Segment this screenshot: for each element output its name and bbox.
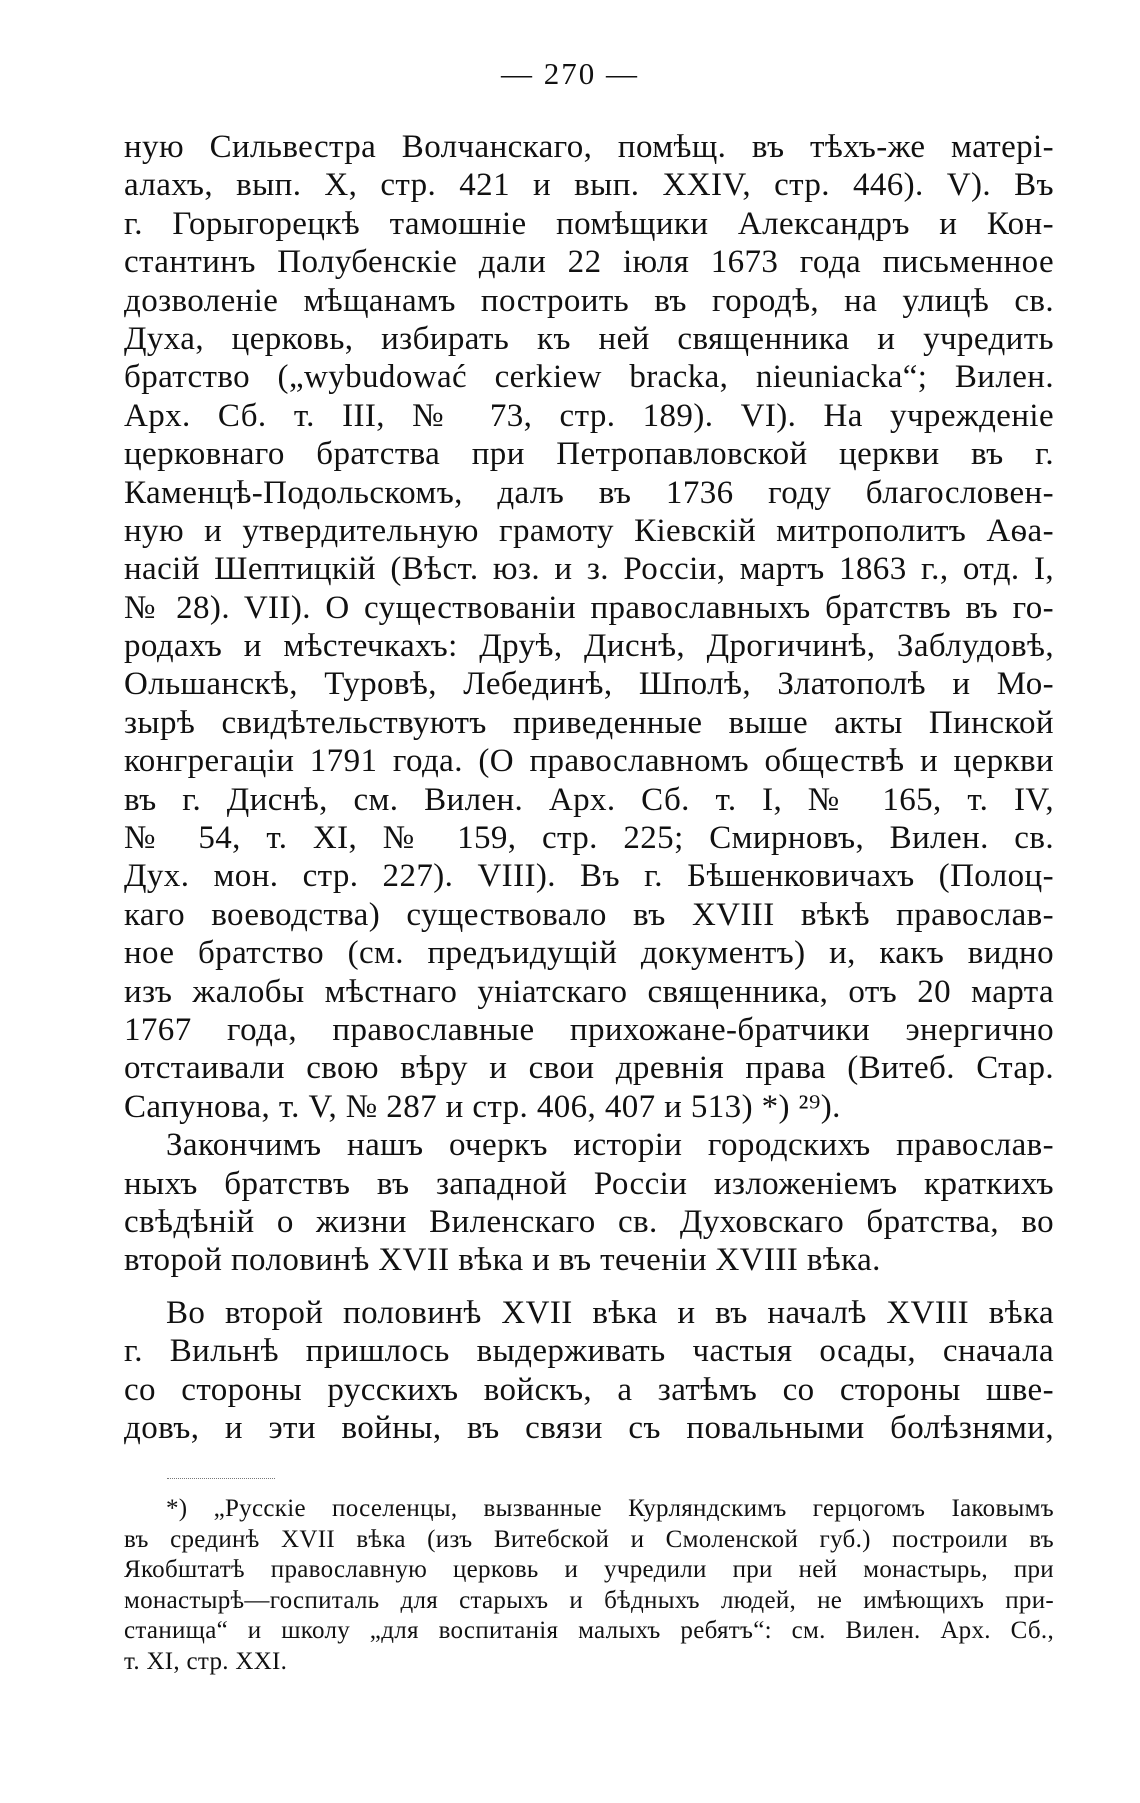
text-line: ную и утвердительную грамоту Кіевскій митрополитъ Аѳа- xyxy=(124,512,1054,549)
text-line: Закончимъ нашъ очеркъ исторіи городскихъ православ- xyxy=(166,1127,1054,1164)
footnote-line: *) „Русскіе поселенцы, вызванные Курляндскимъ герцогомъ Іаковымъ xyxy=(166,1495,1054,1522)
footnote xyxy=(124,1494,1054,1678)
text-line: ную Сильвестра Волчанскаго, помѣщ. въ тѣхъ-же матері- xyxy=(124,129,1054,165)
footnote-line: т. XI, стр. XXI. xyxy=(124,1647,288,1675)
footnote-separator xyxy=(167,1478,275,1479)
text-line: Дух. мон. стр. 227). VIII). Въ г. Бѣшенковичахъ (Полоц- xyxy=(124,858,1054,895)
text-line: отстаивали свою вѣру и свои древнія права (Витеб. Стар. xyxy=(124,1050,1054,1087)
text-line: алахъ, вып. X, стр. 421 и вып. XXIV, стр. 446). V). Въ xyxy=(124,167,1054,204)
text-line: въ г. Диснѣ, см. Вилен. Арх. Сб. т. I, № 165, т. IV, xyxy=(124,781,1054,818)
text-line: зырѣ свидѣтельствуютъ приведенные выше акты Пинской xyxy=(124,704,1054,741)
page-number: — 270 — xyxy=(501,56,639,91)
text-line: стантинъ Полубенскіе дали 22 іюля 1673 года письменное xyxy=(124,244,1054,281)
text-line: ное братство (см. предъидущій документъ) и, какъ видно xyxy=(124,935,1054,972)
text-line: изъ жалобы мѣстнаго уніатскаго священника, отъ 20 марта xyxy=(124,973,1054,1010)
footnote-line: станища“ и школу „для воспитанія малыхъ ребятъ“: см. Вилен. Арх. Сб., xyxy=(124,1617,1054,1645)
text-line: насій Шептицкій (Вѣст. юз. и з. Россіи, мартъ 1863 г., отд. I, xyxy=(124,551,1054,588)
text-line: Сапунова, т. V, № 287 и стр. 406, 407 и 513) *) ²⁹). xyxy=(124,1088,841,1125)
text-line: дозволеніе мѣщанамъ построить въ городѣ, на улицѣ св. xyxy=(124,282,1054,319)
footnote-line: Якобштатѣ православную церковь и учредили при ней монастырь, при xyxy=(124,1556,1054,1584)
text-line: со стороны русскихъ войскъ, а затѣмъ со стороны шве- xyxy=(124,1371,1054,1408)
text-line: Каменцѣ-Подольскомъ, далъ въ 1736 году благословен- xyxy=(124,474,1054,511)
text-line: г. Вильнѣ пришлось выдерживать частыя осады, сначала xyxy=(124,1333,1054,1370)
text-line: церковнаго братства при Петропавловской церкви въ г. xyxy=(124,436,1054,473)
text-line: № 28). VII). О существованіи православныхъ братствъ въ го- xyxy=(124,589,1054,626)
footnote-line: въ срединѣ XVII вѣка (изъ Витебской и Смоленской губ.) построили въ xyxy=(124,1525,1054,1553)
text-line: родахъ и мѣстечкахъ: Друѣ, Диснѣ, Дрогичинѣ, Заблудовѣ, xyxy=(124,628,1054,665)
text-line: братство („wybudować cerkiew bracka, nieuniacka“; Вилен. xyxy=(124,359,1054,396)
footnote-line: монастырѣ—госпиталь для старыхъ и бѣдныхъ людей, не имѣющихъ при- xyxy=(124,1586,1054,1614)
text-line: Арх. Сб. т. III, № 73, стр. 189). VI). На учрежденіе xyxy=(124,397,1054,434)
text-line: довъ, и эти войны, въ связи съ повальными болѣзнями, xyxy=(124,1409,1054,1446)
text-line: каго воеводства) существовало въ XVIII вѣкѣ православ- xyxy=(124,896,1055,933)
text-line: Ольшанскѣ, Туровѣ, Лебединѣ, Шполѣ, Златополѣ и Мо- xyxy=(124,666,1054,703)
text-line: Духа, церковь, избирать къ ней священника и учредить xyxy=(124,320,1054,357)
text-line: свѣдѣній о жизни Виленскаго св. Духовскаго братства, во xyxy=(124,1203,1054,1240)
text-line: Во второй половинѣ XVII вѣка и въ началѣ XVIII вѣка xyxy=(166,1294,1054,1331)
main-text xyxy=(124,128,1054,1447)
text-line: г. Горыгорецкѣ тамошніе помѣщики Александръ и Кон- xyxy=(124,205,1054,242)
text-line: ныхъ братствъ въ западной Россіи изложеніемъ краткихъ xyxy=(124,1165,1054,1202)
paragraph-gap xyxy=(124,1280,1054,1294)
text-line: второй половинѣ XVII вѣка и въ теченіи XVIII вѣка. xyxy=(124,1242,881,1279)
text-line: конгрегаціи 1791 года. (О православномъ обществѣ и церкви xyxy=(124,743,1054,780)
text-line: № 54, т. XI, № 159, стр. 225; Смирновъ, Вилен. св. xyxy=(124,820,1054,857)
text-line: 1767 года, православные прихожане-братчики энергично xyxy=(124,1011,1054,1048)
